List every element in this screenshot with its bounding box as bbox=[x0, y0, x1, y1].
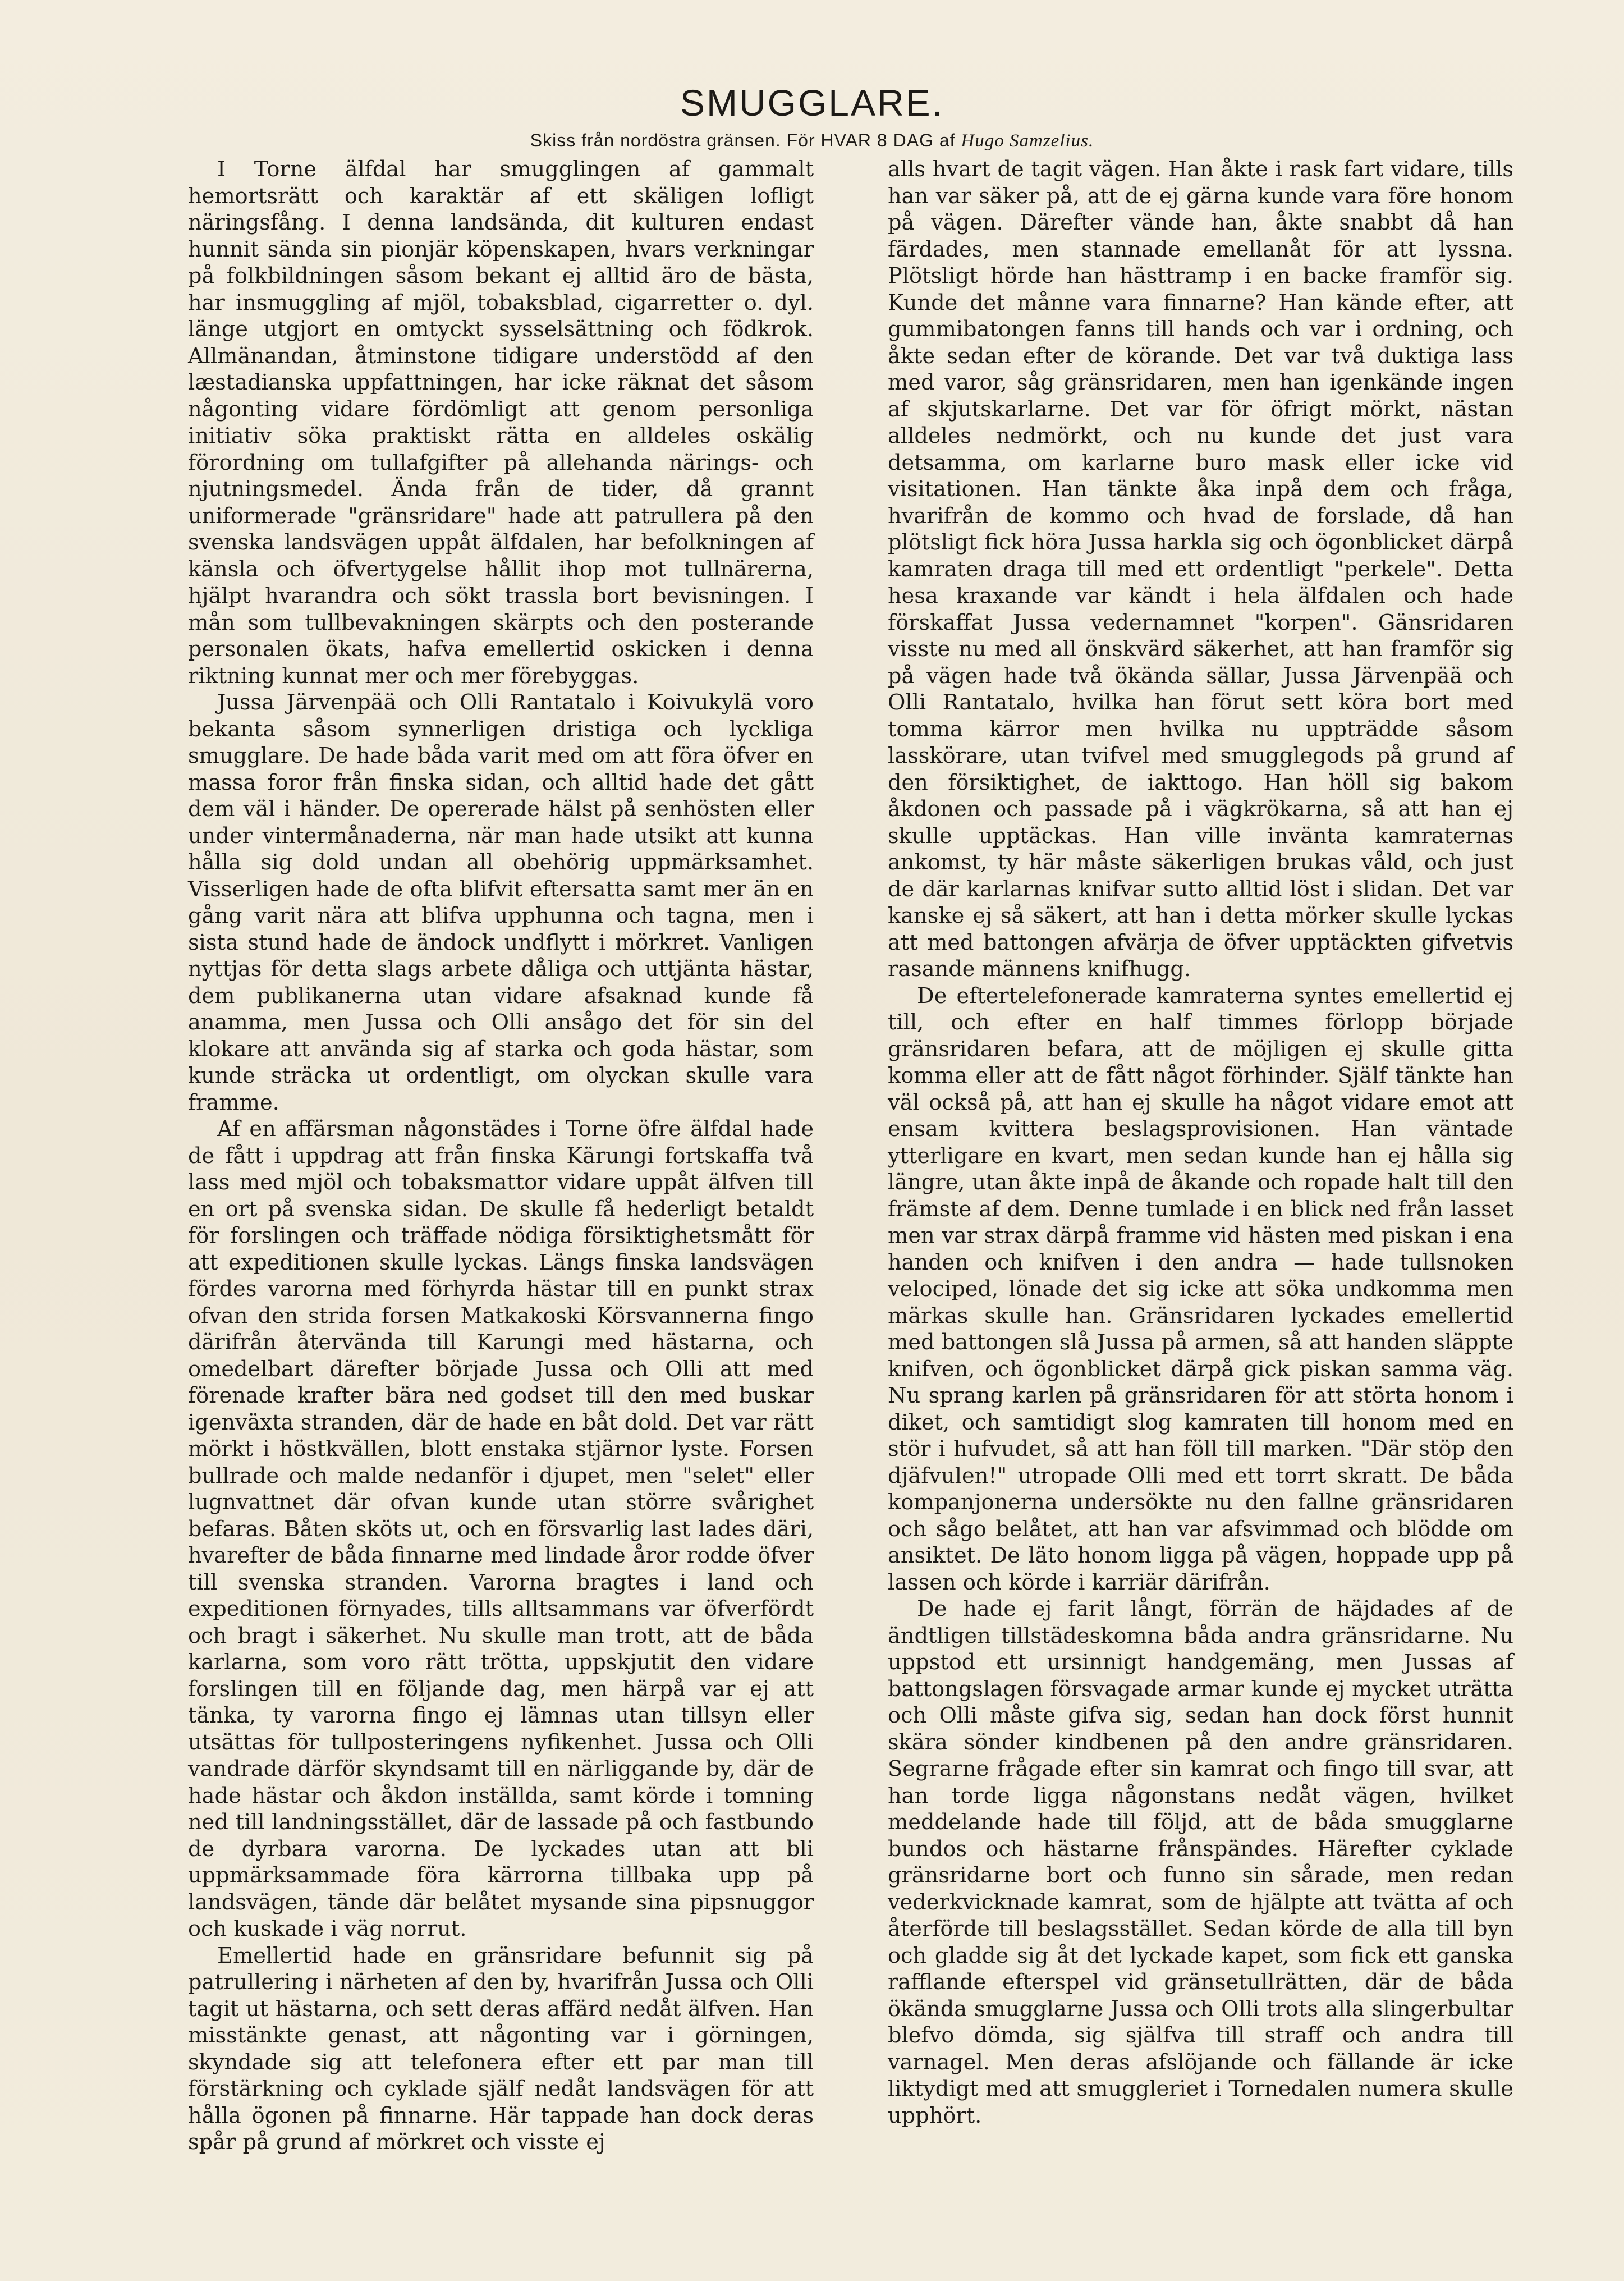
left-column bbox=[188, 156, 814, 2156]
right-column bbox=[888, 156, 1513, 2129]
paragraph: Af en affärsman någonstädes i Torne öfre älfdal hade de fått i uppdrag att från finska Kärungi fortskaffa två lass med mjöl och tobaksmattor vidare uppåt älfven till en ort på svenska sidan. De skulle få hederligt betaldt för forslingen och träffade nödiga försiktighetsmått för att expeditionen skulle lyckas. Längs finska landsvägen fördes varorna med förhyrda hästar till en punkt strax ofvan den strida forsen Matkakoski Körsvannerna fingo därifrån återvända till Karungi med hästarna, och omedelbart därefter började Jussa och Olli att med förenade krafter bära ned godset till den med buskar igenväxta stranden, där de hade en båt dold. Det var rätt mörkt i höstkvällen, blott enstaka stjärnor lyste. Forsen bullrade och malde nedanför i djupet, men "selet" eller lugnvattnet där ofvan kunde utan större svårighet befaras. Båten sköts ut, och en försvarlig last lades däri, hvarefter de båda finnarne med lindade åror rodde öfver till svenska stranden. Varorna bragtes i land och expeditionen förnyades, tills alltsammans var öfverfördt och bragt i säkerhet. Nu skulle man trott, att de båda karlarna, som voro rätt trötta, uppskjutit den vidare forslingen till en följande dag, men härpå var ej att tänka, ty varorna fingo ej lämnas utan tillsyn eller utsättas för tullposteringens nyfikenhet. Jussa och Olli vandrade därför skyndsamt till en närliggande by, där de hade hästar och åkdon inställda, samt körde i tomning ned till landningsstället, där de lassade på och fastbundo de dyrbara varorna. De lyckades utan att bli uppmärksammade föra kärrorna tillbaka upp på landsvägen, tände där belåtet mysande sina pipsnuggor och kuskade i väg norrut. bbox=[188, 1116, 814, 1941]
paragraph: Emellertid hade en gränsridare befunnit sig på patrullering i närheten af den by, hvarifrån Jussa och Olli tagit ut hästarna, och sett deras affärd nedåt älfven. Han misstänkte genast, att någonting var i görningen, skyndade sig att telefonera efter ett par man till förstärkning och cyklade själf nedåt landsvägen för att hålla ögonen på finnarne. Här tappade han dock deras spår på grund af mörkret och visste ej bbox=[188, 1943, 814, 2155]
author-name: Hugo Samzelius. bbox=[961, 131, 1094, 151]
paragraph: alls hvart de tagit vägen. Han åkte i rask fart vidare, tills han var säker på, att de ej gärna kunde vara före honom på vägen. Därefter vände han, åkte snabbt då han färdades, men stannade emellanåt för att lyssna. Plötsligt hörde han hästtramp i en backe framför sig. Kunde det månne vara finnarne? Han kände efter, att gummibatongen fanns till hands och var i ordning, och åkte sedan efter de körande. Det var två duktiga lass med varor, såg gränsridaren, men han igenkände ingen af skjutskarlarne. Det var för öfrigt mörkt, nästan alldeles nedmörkt, och nu kunde det just vara detsamma, om karlarne buro mask eller icke vid visitationen. Han tänkte åka inpå dem och fråga, hvarifrån de kommo och hvad de forslade, då han plötsligt fick höra Jussa harkla sig och ögonblicket därpå kamraten draga till med ett ordentligt "perkele". Detta hesa kraxande var kändt i hela älfdalen och hade förskaffat Jussa vedernamnet "korpen". Gänsridaren visste nu med all önskvärd säkerhet, att han framför sig på vägen hade två ökända sällar, Jussa Järvenpää och Olli Rantatalo, hvilka han förut sett köra bort med tomma kärror men hvilka nu uppträdde såsom lasskörare, utan tvifvel med smugglegods på grund af den försiktighet, de iakttogo. Han höll sig bakom åkdonen och passade på i vägkrökarna, så att han ej skulle upptäckas. Han ville invänta kamraternas ankomst, ty här måste säkerligen brukas våld, och just de där karlarnas knifvar sutto alltid löst i slidan. Det var kanske ej så säkert, att han i detta mörker skulle lyckas att med battongen afvärja de öfver upptäckten gifvetvis rasande männens knifhugg. bbox=[888, 157, 1513, 982]
paragraph: Jussa Järvenpää och Olli Rantatalo i Koivukylä voro bekanta såsom synnerligen dristiga och lyckliga smugglare. De hade båda varit med om att föra öfver en massa foror från finska sidan, och alltid hade det gått dem väl i händer. De opererade hälst på senhösten eller under vintermånaderna, när man hade utsikt att kunna hålla sig dold undan all obehörig uppmärksamhet. Visserligen hade de ofta blifvit eftersatta samt mer än en gång varit nära att blifva upphunna och tagna, men i sista stund hade de ändock undflytt i mörkret. Vanligen nyttjas för detta slags arbete dåliga och uttjänta hästar, dem publikanerna utan vidare afsaknad kunde få anamma, men Jussa och Olli ansågo det för sin del klokare att använda sig af starka och goda hästar, som kunde sträcka ut ordentligt, om olyckan skulle vara framme. bbox=[188, 690, 814, 1115]
subtitle-prefix: Skiss från nordöstra gränsen. För HVAR 8 DAG af bbox=[530, 130, 961, 150]
paragraph: I Torne älfdal har smugglingen af gammalt hemortsrätt och karaktär af ett skäligen lofligt näringsfång. I denna landsända, dit kulturen endast hunnit sända sin pionjär köpenskapen, hvars verkningar på folkbildningen såsom bekant ej alltid äro de bästa, har insmuggling af mjöl, tobaksblad, cigarretter o. dyl. länge utgjort en omtyckt sysselsättning och födkrok. Allmänandan, åtminstone tidigare understödd af den læstadianska uppfattningen, har icke räknat det såsom någonting vidare fördömligt att genom personliga initiativ söka praktiskt rätta en alldeles oskälig förordning om tullafgifter på allehanda närings- och njutningsmedel. Ända från de tider, då grannt uniformerade "gränsridare" hade att patrullera på den svenska landsvägen uppåt älfdalen, har befolkningen af känsla och öfvertygelse hållit ihop mot tullnärerna, hjälpt hvarandra och sökt trassla bort bevisningen. I mån som tullbevakningen skärpts och den posterande personalen ökats, hafva emellertid oskicken i denna riktning kunnat mer och mer förebyggas. bbox=[188, 157, 814, 689]
article-title: SMUGGLARE. bbox=[680, 82, 944, 123]
paragraph: De hade ej farit långt, förrän de häjdades af de ändtligen tillstädeskomna båda andra gränsridarne. Nu uppstod ett ursinnigt handgemäng, men Jussas af battongslagen försvagade armar kunde ej mycket uträtta och Olli måste gifva sig, sedan han dock först hunnit skära sönder kindbenen på den andre gränsridaren. Segrarne frågade efter sin kamrat och fingo till svar, att han torde ligga någonstans nedåt vägen, hvilket meddelande hade till följd, att de båda smugglarne bundos och hästarne frånspändes. Härefter cyklade gränsridarne bort och funno sin sårade, men redan vederkvicknade kamrat, som de hjälpte att tvätta af och återförde till beslagsstället. Sedan körde de alla till byn och gladde sig åt det lyckade kapet, som fick ett ganska rafflande efterspel vid gränsetullrätten, där de båda ökända smugglarne Jussa och Olli trots alla slingerbultar blefvo dömda, sig själfva till straff och andra till varnagel. Men deras afslöjande och fällande är icke liktydigt med att smuggleriet i Tornedalen numera skulle upphört. bbox=[888, 1596, 1513, 2128]
paragraph: De eftertelefonerade kamraterna syntes emellertid ej till, och efter en half timmes förlopp började gränsridaren befara, att de möjligen ej skulle gitta komma eller att de fått något förhinder. Själf tänkte han väl också på, att han ej skulle ha något vidare emot att ensam kvittera beslagsprovisionen. Han väntade ytterligare en kvart, men sedan kunde han ej hålla sig längre, utan åkte inpå de åkande och ropade halt till den främste af dem. Denne tumlade i en blick ned från lasset men var strax därpå framme vid hästen med piskan i ena handen och knifven i den andra — hade tullsnoken velociped, lönade det sig icke att söka undkomma men märkas skulle han. Gränsridaren lyckades emellertid med battongen slå Jussa på armen, så att handen släppte knifven, och ögonblicket därpå gick piskan samma väg. Nu sprang karlen på gränsridaren för att störta honom i diket, och samtidigt slog kamraten till honom med en stör i hufvudet, så att han föll till marken. "Där stöp den djäfvulen!" utropade Olli med ett torrt skratt. De båda kompanjonerna undersökte nu den fallne gränsridaren och sågo belåtet, att han var afsvimmad och blödde om ansiktet. De läto honom ligga på vägen, hoppade upp på lassen och körde i karriär därifrån. bbox=[888, 983, 1513, 1595]
article-subtitle bbox=[0, 130, 1624, 152]
